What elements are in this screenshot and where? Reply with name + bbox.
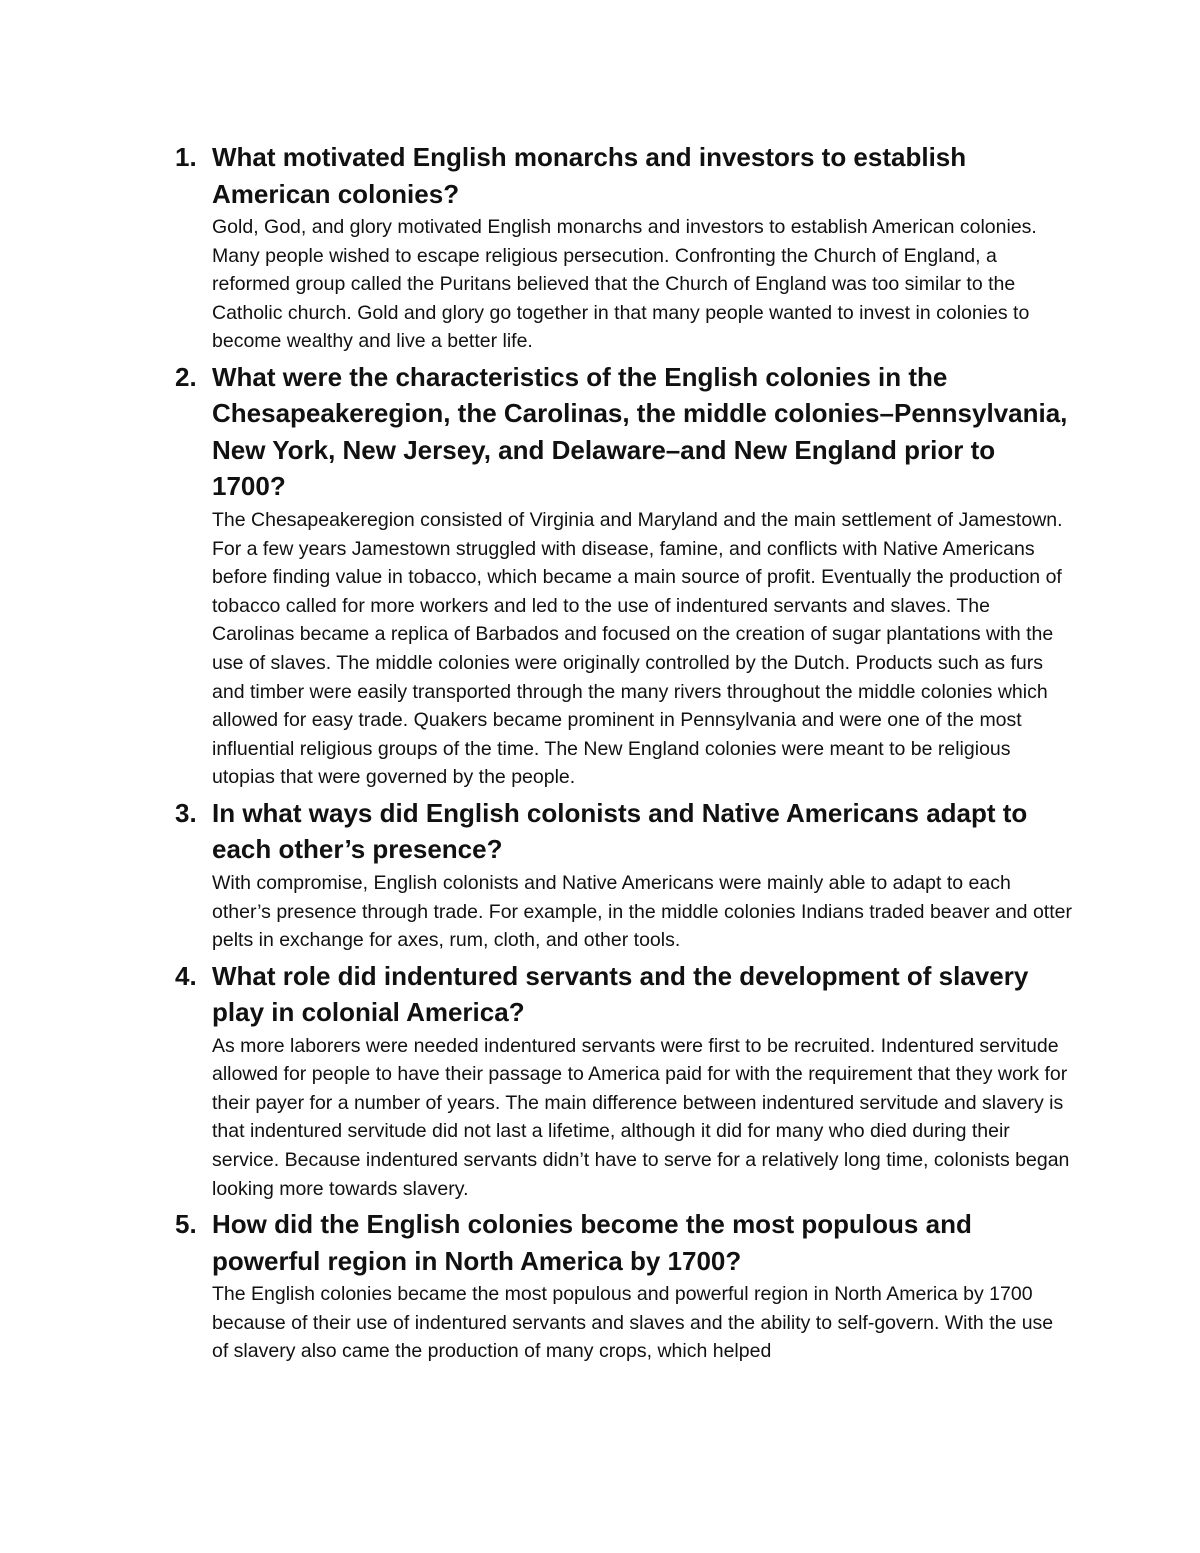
list-item: [172, 958, 1072, 1204]
list-item: [172, 139, 1072, 356]
item-number: 2.: [175, 361, 197, 392]
answer-text: The English colonies became the most populous and powerful region in North America by 1700 because of their use of indentured servants and slaves and the ability to self-govern. With the use of slavery also came the production of many crops, which helped: [212, 1283, 1054, 1363]
question-list: [172, 139, 1072, 1369]
question-heading: How did the English colonies become the most populous and powerful region in North America by 1700?: [212, 1209, 972, 1276]
answer-text: With compromise, English colonists and Native Americans were mainly able to adapt to each other’s presence through trade. For example, in the middle colonies Indians traded beaver and otter pelts in exchange for axes, rum, cloth, and other tools.: [212, 871, 1072, 952]
question-heading: What were the characteristics of the English colonies in the Chesapeakeregion, the Carolinas, the middle colonies–Pennsylvania, New York, New Jersey, and Delaware–and New England prior to 1700?: [212, 361, 1068, 502]
list-item: [172, 1206, 1072, 1366]
list-item: [172, 359, 1072, 792]
item-number: 1.: [175, 142, 197, 172]
answer-text: Gold, God, and glory motivated English monarchs and investors to establish American colonies. Many people wished to escape religious persecution. Confronting the Church of England, a reformed group called the Puritans believed that the Church of England was too similar to the Catholic church. Gold and glory go together in that many people wanted to invest in colonies to become wealthy and live a better life.: [212, 216, 1037, 353]
item-number: 3.: [175, 797, 197, 828]
item-number: 4.: [175, 960, 197, 991]
answer-text: As more laborers were needed indentured servants were first to be recruited. Indentured servitude allowed for people to have their passage to America paid for with the requirement that they work for their payer for a number of years. The main difference between indentured servitude and slavery is that indentured servitude did not last a lifetime, although it did for many who died during their service. Because indentured servants didn’t have to serve for a relatively long time, colonists began looking more towards slavery.: [212, 1034, 1070, 1200]
list-item: [172, 795, 1072, 955]
question-heading: What motivated English monarchs and investors to establish American colonies?: [212, 142, 967, 209]
question-heading: What role did indentured servants and the development of slavery play in colonial America?: [212, 960, 1029, 1028]
item-number: 5.: [175, 1209, 197, 1240]
question-heading: In what ways did English colonists and Native Americans adapt to each other’s presence?: [212, 797, 1028, 865]
answer-text: The Chesapeakeregion consisted of Virginia and Maryland and the main settlement of Jamestown. For a few years Jamestown struggled with disease, famine, and conflicts with Native Americans before finding value in tobacco, which became a main source of profit. Eventually the production of tobacco called for more workers and led to the use of indentured servants and slaves. The Carolinas became a replica of Barbados and focused on the creation of sugar plantations with the use of slaves. The middle colonies were originally controlled by the Dutch. Products such as furs and timber were easily transported through the many rivers throughout the middle colonies which allowed for easy trade. Quakers became prominent in Pennsylvania and were one of the most influential religious groups of the time. The New England colonies were meant to be religious utopias that were governed by the people.: [212, 508, 1063, 789]
